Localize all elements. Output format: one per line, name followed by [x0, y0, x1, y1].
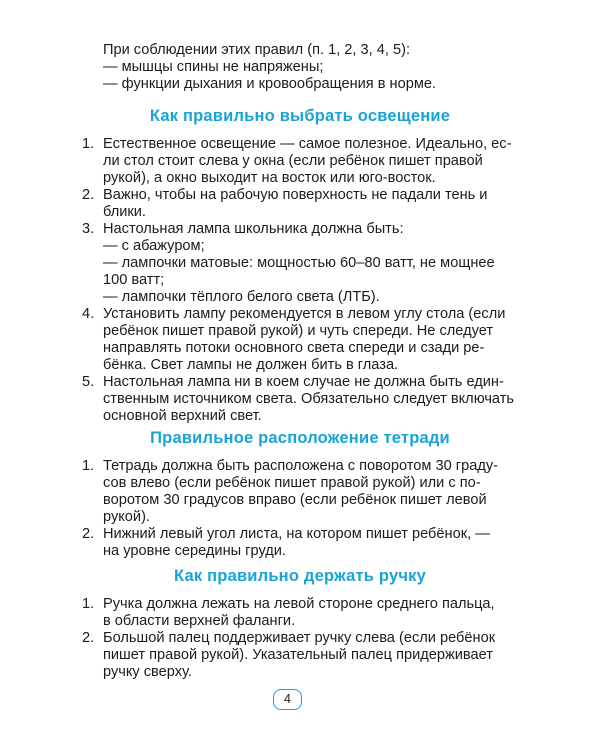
- list-item-line: Установить лампу рекомендуется в левом углу стола (если: [103, 306, 506, 322]
- list-item-line: направлять потоки основного света спереди и сзади ре-: [103, 340, 485, 356]
- list-item-line: блики.: [103, 204, 146, 220]
- section-heading: Правильное расположение тетради: [150, 429, 450, 447]
- list-item-line: Большой палец поддерживает ручку слева (если ребёнок: [103, 630, 496, 646]
- list-item-line: Важно, чтобы на рабочую поверхность не падали тень и: [103, 187, 488, 203]
- list-item-line: основной верхний свет.: [103, 408, 262, 424]
- list-item-line: бёнка. Свет лампы не должен бить в глаза.: [103, 357, 399, 373]
- intro-line: При соблюдении этих правил (п. 1, 2, 3, 4, 5):: [103, 42, 411, 58]
- list-item-line: Тетрадь должна быть расположена с поворотом 30 граду-: [103, 458, 499, 474]
- list-item-line: Естественное освещение — самое полезное. Идеально, ес-: [103, 136, 512, 152]
- list-number: 1.: [82, 596, 95, 612]
- list-item-line: — лампочки матовые: мощностью 60–80 ватт, не мощнее: [103, 255, 495, 271]
- intro-line: — мышцы спины не напряжены;: [103, 59, 324, 75]
- list-item-line: ручку сверху.: [103, 664, 192, 680]
- list-number: 2.: [82, 187, 95, 203]
- intro-line: — функции дыхания и кровообращения в норме.: [103, 76, 437, 92]
- list-number: 4.: [82, 306, 95, 322]
- list-number: 2.: [82, 526, 95, 542]
- list-item-line: в области верхней фаланги.: [103, 613, 296, 629]
- section-heading: Как правильно держать ручку: [174, 567, 426, 585]
- list-item-line: рукой).: [103, 509, 150, 525]
- list-item-line: — лампочки тёплого белого света (ЛТБ).: [103, 289, 380, 305]
- page-number: 4: [273, 689, 302, 710]
- list-item-line: ребёнок пишет правой рукой) и чуть спереди. Не следует: [103, 323, 494, 339]
- list-number: 3.: [82, 221, 95, 237]
- list-item-line: ственным источником света. Обязательно следует включать: [103, 391, 515, 407]
- list-item-line: Настольная лампа школьника должна быть:: [103, 221, 404, 237]
- list-item-line: сов влево (если ребёнок пишет правой рукой) или с по-: [103, 475, 481, 491]
- list-number: 2.: [82, 630, 95, 646]
- list-number: 1.: [82, 136, 95, 152]
- list-item-line: ли стол стоит слева у окна (если ребёнок пишет правой: [103, 153, 483, 169]
- list-item-line: пишет правой рукой). Указательный палец придерживает: [103, 647, 493, 663]
- section-heading: Как правильно выбрать освещение: [149, 107, 451, 125]
- list-item-line: на уровне середины груди.: [103, 543, 286, 559]
- list-item-line: 100 ватт;: [103, 272, 165, 288]
- list-item-line: воротом 30 градусов вправо (если ребёнок пишет левой: [103, 492, 487, 508]
- list-item-line: рукой), а окно выходит на восток или юго-восток.: [103, 170, 436, 186]
- list-number: 5.: [82, 374, 95, 390]
- list-item-line: Ручка должна лежать на левой стороне среднего пальца,: [103, 596, 495, 612]
- list-item-line: Нижний левый угол листа, на котором пишет ребёнок, —: [103, 526, 490, 542]
- list-number: 1.: [82, 458, 95, 474]
- list-item-line: — с абажуром;: [103, 238, 205, 254]
- list-item-line: Настольная лампа ни в коем случае не должна быть един-: [103, 374, 504, 390]
